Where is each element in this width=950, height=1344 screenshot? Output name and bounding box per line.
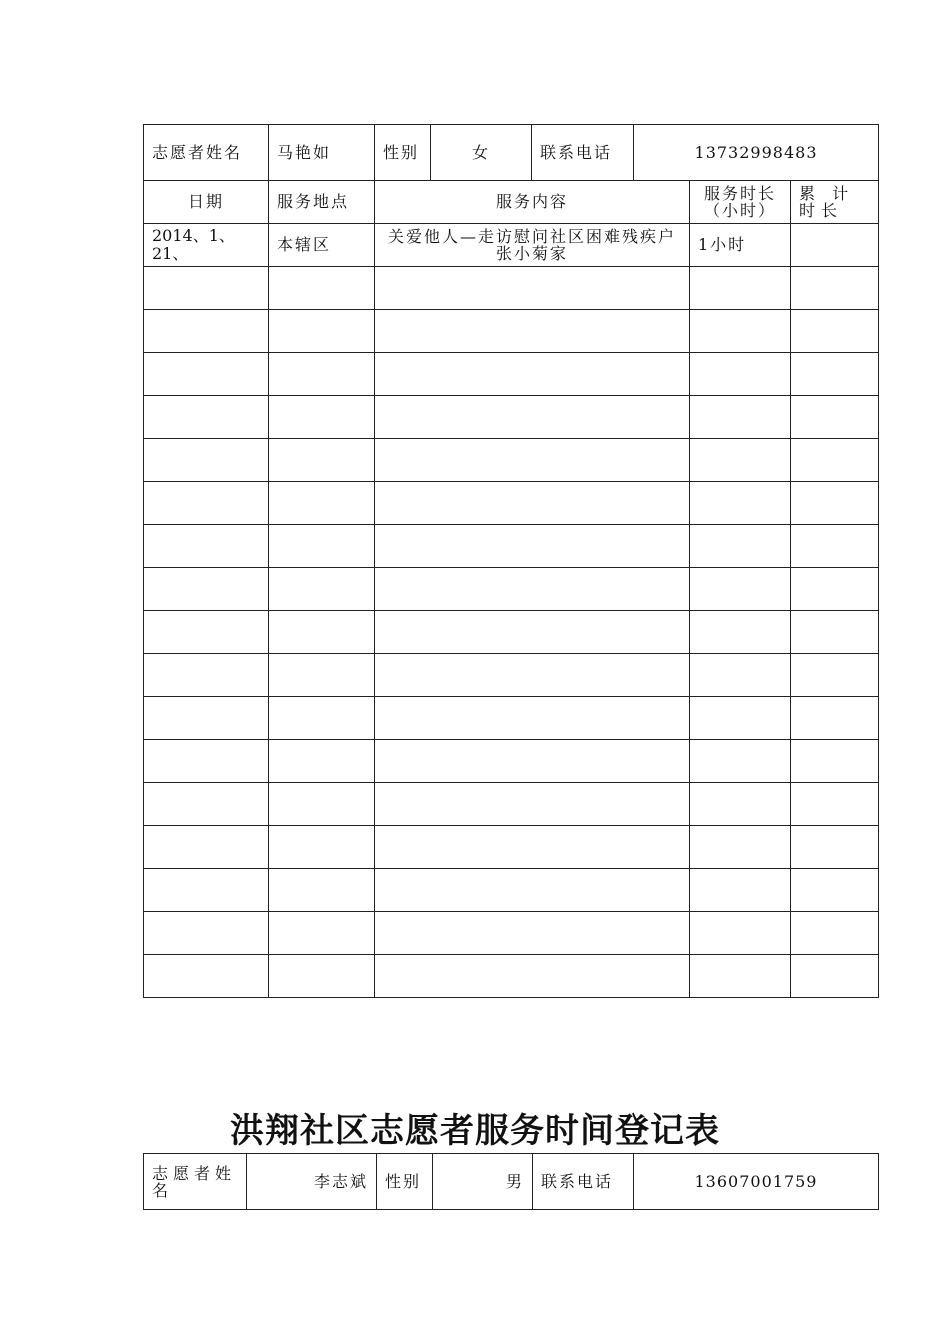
- volunteer-info-row: [144, 125, 879, 181]
- empty-cell: [269, 740, 375, 783]
- empty-cell: [690, 439, 791, 482]
- empty-cell: [375, 740, 690, 783]
- empty-cell: [144, 568, 269, 611]
- empty-cell: [791, 740, 879, 783]
- empty-cell: [690, 568, 791, 611]
- empty-cell: [144, 697, 269, 740]
- empty-cell: [375, 783, 690, 826]
- empty-cell: [144, 654, 269, 697]
- col-location: 服务地点: [269, 181, 375, 224]
- empty-cell: [375, 568, 690, 611]
- gender-label: 性别: [377, 1154, 433, 1210]
- empty-cell: [690, 482, 791, 525]
- name-value: 李志斌: [247, 1154, 377, 1210]
- table-row: [144, 955, 879, 998]
- empty-cell: [144, 611, 269, 654]
- empty-cell: [375, 353, 690, 396]
- row-date: 2014、1、21、: [144, 224, 269, 267]
- service-record-table-2: [143, 1153, 879, 1210]
- empty-cell: [269, 310, 375, 353]
- col-date: 日期: [144, 181, 269, 224]
- col-hours: 服务时长（小时）: [690, 181, 791, 224]
- empty-cell: [144, 869, 269, 912]
- empty-cell: [144, 525, 269, 568]
- empty-cell: [690, 740, 791, 783]
- empty-cell: [144, 783, 269, 826]
- empty-cell: [791, 525, 879, 568]
- table-row: [144, 869, 879, 912]
- phone-value: 13607001759: [634, 1154, 879, 1210]
- table-row: [144, 697, 879, 740]
- empty-cell: [269, 869, 375, 912]
- empty-cell: [690, 611, 791, 654]
- empty-cell: [375, 955, 690, 998]
- empty-cell: [791, 697, 879, 740]
- empty-cell: [690, 697, 791, 740]
- empty-cell: [375, 396, 690, 439]
- empty-cell: [144, 310, 269, 353]
- empty-cell: [375, 826, 690, 869]
- col-content: 服务内容: [375, 181, 690, 224]
- table-row: [144, 267, 879, 310]
- table-row: [144, 783, 879, 826]
- table-row: [144, 611, 879, 654]
- phone-label: 联系电话: [533, 1154, 634, 1210]
- empty-cell: [791, 267, 879, 310]
- empty-cell: [791, 611, 879, 654]
- empty-cell: [375, 525, 690, 568]
- empty-cell: [269, 568, 375, 611]
- empty-cell: [791, 826, 879, 869]
- table-row: [144, 353, 879, 396]
- empty-cell: [690, 912, 791, 955]
- empty-cell: [690, 267, 791, 310]
- phone-label: 联系电话: [532, 125, 634, 181]
- table-row: [144, 826, 879, 869]
- row-location: 本辖区: [269, 224, 375, 267]
- table-row: [144, 224, 879, 267]
- empty-cell: [375, 310, 690, 353]
- row-content: 关爱他人—走访慰问社区困难残疾户张小菊家: [375, 224, 690, 267]
- empty-cell: [690, 783, 791, 826]
- row-total: [791, 224, 879, 267]
- empty-cell: [791, 439, 879, 482]
- empty-cell: [690, 396, 791, 439]
- name-label: 志愿者姓名: [144, 1154, 247, 1210]
- empty-cell: [791, 353, 879, 396]
- empty-cell: [269, 353, 375, 396]
- phone-value: 13732998483: [634, 125, 879, 181]
- empty-cell: [375, 869, 690, 912]
- empty-cell: [791, 654, 879, 697]
- empty-cell: [375, 439, 690, 482]
- empty-cell: [375, 697, 690, 740]
- empty-cell: [269, 783, 375, 826]
- table-row: [144, 439, 879, 482]
- service-record-table-1: [143, 124, 879, 998]
- empty-cell: [375, 611, 690, 654]
- empty-cell: [791, 912, 879, 955]
- empty-cell: [269, 611, 375, 654]
- empty-cell: [791, 869, 879, 912]
- row-hours: 1小时: [690, 224, 791, 267]
- empty-cell: [144, 740, 269, 783]
- table-row: [144, 525, 879, 568]
- empty-cell: [791, 310, 879, 353]
- empty-cell: [375, 482, 690, 525]
- column-header-row: [144, 181, 879, 224]
- empty-cell: [269, 826, 375, 869]
- empty-cell: [690, 353, 791, 396]
- empty-cell: [144, 267, 269, 310]
- name-value: 马艳如: [269, 125, 375, 181]
- table-row: [144, 568, 879, 611]
- empty-cell: [375, 654, 690, 697]
- gender-value: 女: [431, 125, 532, 181]
- empty-cell: [269, 267, 375, 310]
- col-total: 累 计 时长: [791, 181, 879, 224]
- empty-cell: [144, 826, 269, 869]
- table-row: [144, 654, 879, 697]
- empty-cell: [690, 955, 791, 998]
- empty-cell: [690, 826, 791, 869]
- gender-label: 性别: [375, 125, 431, 181]
- volunteer-info-row: [144, 1154, 879, 1210]
- table-row: [144, 740, 879, 783]
- empty-cell: [375, 912, 690, 955]
- empty-cell: [375, 267, 690, 310]
- empty-cell: [791, 568, 879, 611]
- empty-cell: [269, 482, 375, 525]
- empty-cell: [269, 439, 375, 482]
- empty-cell: [690, 654, 791, 697]
- empty-cell: [690, 310, 791, 353]
- empty-cell: [144, 955, 269, 998]
- empty-cell: [791, 396, 879, 439]
- empty-cell: [690, 525, 791, 568]
- form-title: 洪翔社区志愿者服务时间登记表: [230, 1111, 720, 1151]
- empty-cell: [144, 912, 269, 955]
- empty-cell: [144, 353, 269, 396]
- empty-cell: [269, 654, 375, 697]
- empty-cell: [791, 783, 879, 826]
- table-row: [144, 482, 879, 525]
- table-row: [144, 912, 879, 955]
- empty-cell: [144, 482, 269, 525]
- empty-cell: [791, 955, 879, 998]
- table-row: [144, 396, 879, 439]
- empty-cell: [269, 912, 375, 955]
- empty-cell: [690, 869, 791, 912]
- table-row: [144, 310, 879, 353]
- empty-cell: [269, 396, 375, 439]
- name-label: 志愿者姓名: [144, 125, 269, 181]
- empty-cell: [791, 482, 879, 525]
- empty-cell: [144, 439, 269, 482]
- empty-cell: [144, 396, 269, 439]
- empty-cell: [269, 697, 375, 740]
- gender-value: 男: [433, 1154, 533, 1210]
- empty-cell: [269, 525, 375, 568]
- empty-cell: [269, 955, 375, 998]
